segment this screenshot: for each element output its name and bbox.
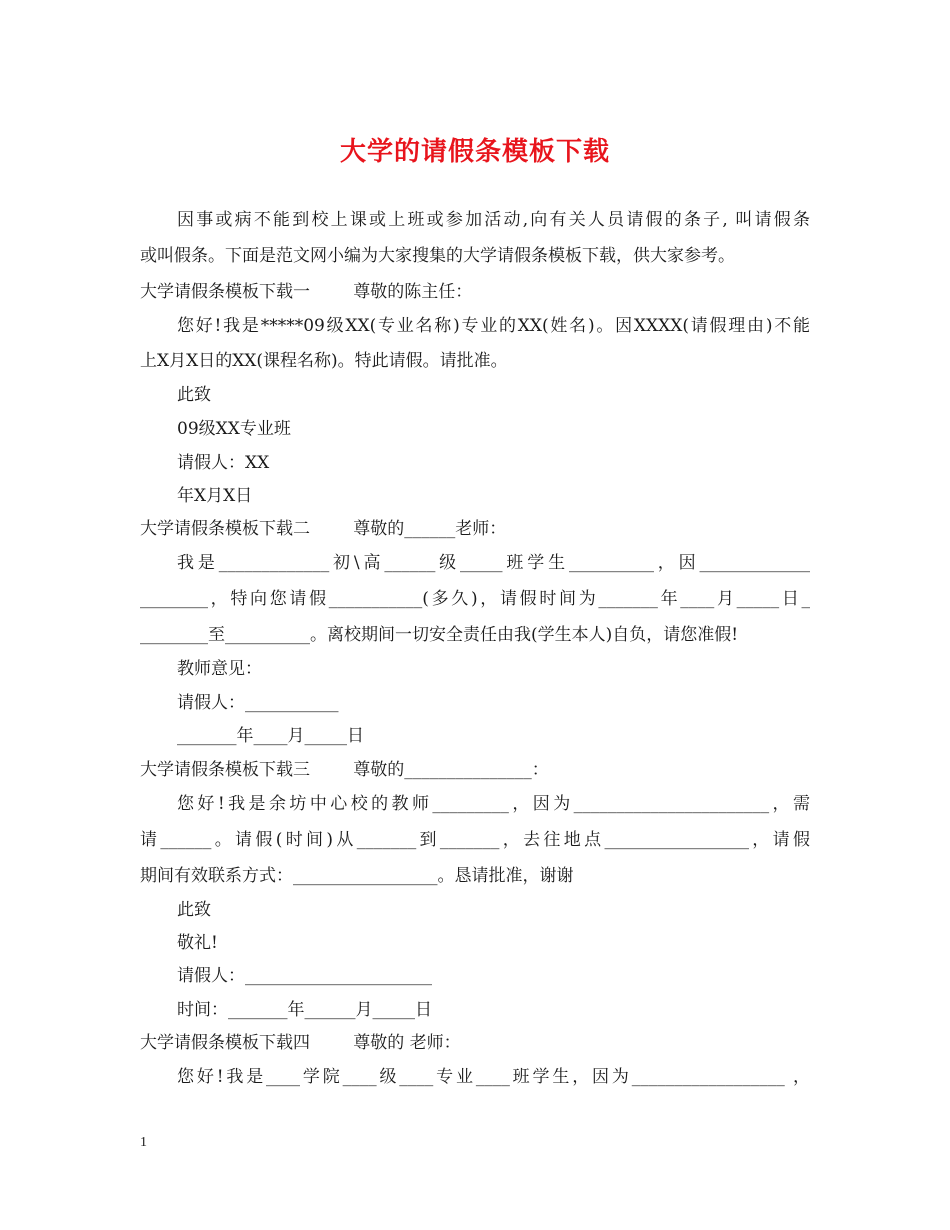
body-line: 年X月X日 [177,486,253,506]
body-line: 您好!我是*****09级XX(专业名称)专业的XX(姓名)。因XXXX(请假理由)不能 [177,316,810,336]
body-line: 请______。请假(时间)从_______到_______，去往地点_________________，请假 [140,830,810,850]
body-line: 您好!我是余坊中心校的教师_________，因为_______________________，需 [177,794,810,814]
body-line: 您好!我是____学院____级____专业____班学生，因为__________________ ， [177,1067,810,1087]
section-heading-4: 大学请假条模板下载四 尊敬的 老师： [140,1033,461,1053]
section-heading-2: 大学请假条模板下载二 尊敬的______老师： [140,519,507,539]
body-line: 请假人：______________________ [177,966,432,986]
body-line: ________至__________。离校期间一切安全责任由我(学生本人)自负，请您准假! [140,625,739,645]
intro-line-2: 或叫假条。下面是范文网小编为大家搜集的大学请假条模板下载，供大家参考。 [140,246,735,266]
intro-line-1: 因事或病不能到校上课或上班或参加活动,向有关人员请假的条子, 叫请假条 [177,210,810,230]
body-line: 请假人：___________ [177,693,339,713]
body-line: ________，特向您请假___________(多久)，请假时间为_______年____月_____日_ [140,589,810,609]
body-line: 时间：_______年______月_____日 [177,1000,432,1020]
section-heading-3: 大学请假条模板下载三 尊敬的_______________： [140,760,549,780]
body-line: 09级XX专业班 [177,419,291,439]
document-title: 大学的请假条模板下载 [339,137,610,167]
body-line: 我是_____________初\高______级_____班学生__________，因_____________ [177,553,810,573]
body-line: _______年____月_____日 [177,726,364,746]
body-line: 上X月X日的XX(课程名称)。特此请假。请批准。 [140,351,508,371]
body-line: 教师意见： [177,659,262,679]
body-line: 期间有效联系方式：_________________。恳请批准，谢谢 [140,866,574,886]
body-line: 此致 [177,385,211,405]
section-heading-1: 大学请假条模板下载一 尊敬的陈主任： [140,282,473,302]
page-number: 1 [140,1135,147,1150]
body-line: 敬礼! [177,933,218,953]
body-line: 请假人：XX [177,453,270,473]
body-line: 此致 [177,900,211,920]
